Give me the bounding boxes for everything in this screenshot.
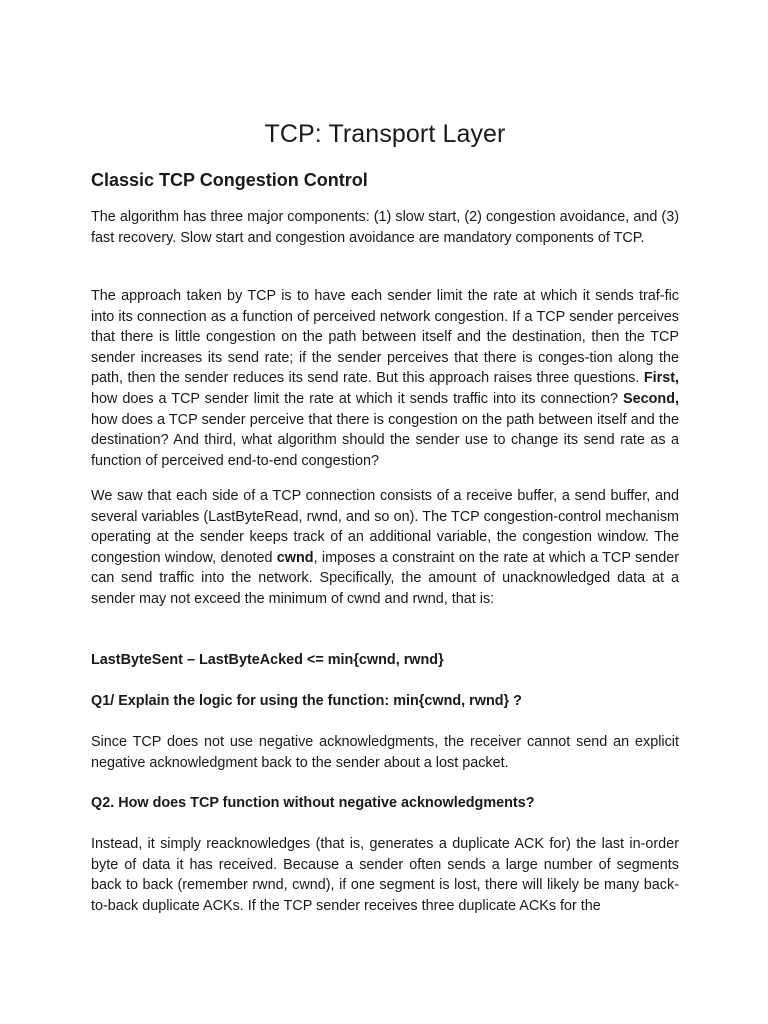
emphasis-first: First, [643,370,679,387]
paragraph-negative-ack: Since TCP does not use negative acknowledgments, the receiver cannot send an explicit negative acknowledgment back to the sender about a lost packet. [91,734,679,771]
paragraph-approach-text-a: The approach taken by TCP is to have each sender limit the rate at which it sends traf-fic into its connection as a function of perceived network congestion. If a TCP sender perceives that there is little congestion on the path between itself and the destination, then the TCP sender increases its send rate; if the sender perceives that there is conges-tion along the path, then the sender reduces its send rate. But this approach raises three questions. [91,288,679,387]
emphasis-second: Second, [623,390,679,407]
paragraph-duplicate-acks: Instead, it simply reacknowledges (that is, generates a duplicate ACK for) the last in-order byte of data it has received. Because a sender often sends a large number of segments back to back (remember rwnd, cwnd), if one segment is lost, there will likely be many back-to-back duplicate ACKs. If the TCP sender receives three duplicate ACKs for the [91,836,679,914]
formula: LastByteSent – LastByteAcked <= min{cwnd, rwnd} [91,652,444,668]
emphasis-cwnd: cwnd [276,549,314,566]
paragraph-congestion-window [91,486,679,610]
paragraph-cwnd-text-b: , imposes a constraint on the rate at which a TCP sender can send traffic into the network. Specifically, the amount of unacknowledged data at a sender may not exceed the minimum of cwnd and rwnd, that is: [91,549,679,607]
page-title: TCP: Transport Layer [264,120,506,148]
paragraph-approach-text-b: how does a TCP sender limit the rate at which it sends traffic into its connection? [91,390,624,407]
paragraph-components: The algorithm has three major components: (1) slow start, (2) congestion avoidance, and (3) fast recovery. Slow start and congestion avoidance are mandatory components of TCP. [91,209,679,246]
question-2: Q2. How does TCP function without negative acknowledgments? [91,795,535,811]
paragraph-cwnd-text-a: We saw that each side of a TCP connection consists of a receive buffer, a send buffer, and several variables (LastByteRead, rwnd, and so on). The TCP congestion-control mechanism operating at the sender keeps track of an additional variable, the congestion window. The congestion window, denoted [91,488,679,566]
section-heading: Classic TCP Congestion Control [91,170,368,190]
paragraph-approach-text-c: how does a TCP sender perceive that there is congestion on the path between itself and the destination? And third, what algorithm should the sender use to change its send rate as a function of perceived end-to-end congestion? [91,411,679,469]
question-1: Q1/ Explain the logic for using the function: min{cwnd, rwnd} ? [91,693,522,709]
paragraph-approach [91,286,679,471]
